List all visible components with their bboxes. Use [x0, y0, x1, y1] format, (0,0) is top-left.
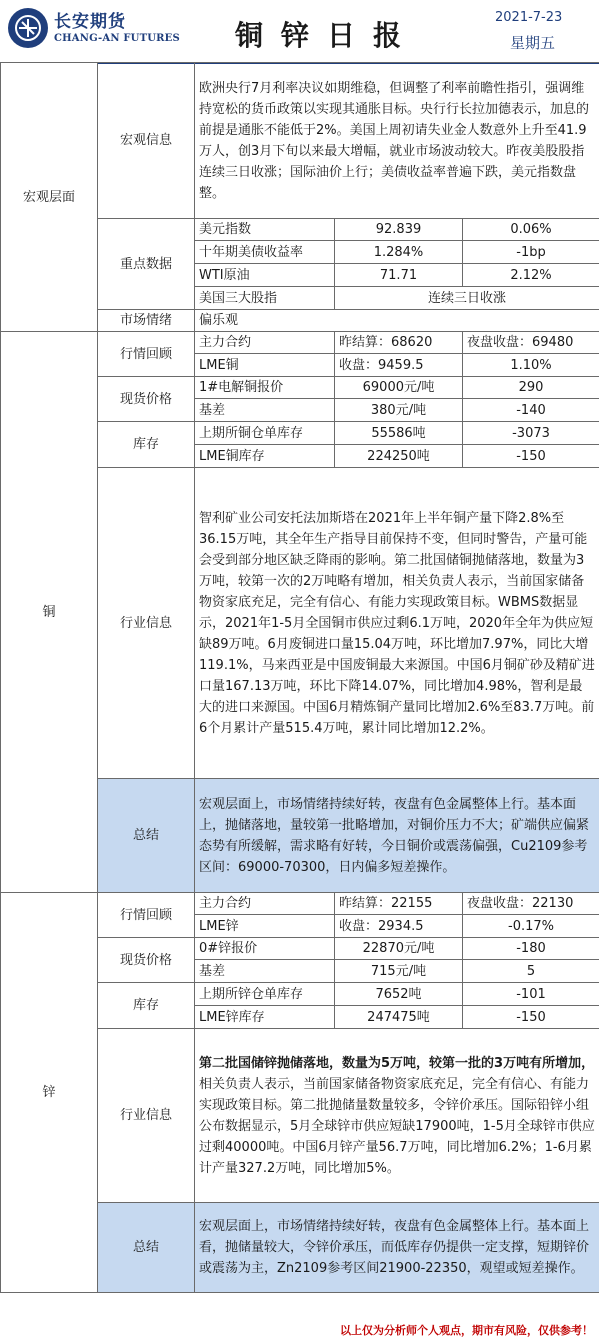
- copper-lme-name: LME铜: [195, 354, 335, 377]
- zinc-basis-change: 5: [463, 960, 599, 983]
- disclaimer-text: 以上仅为分析师个人观点，期市有风险，仅供参考！: [340, 1324, 593, 1337]
- zinc-lme-change: -0.17%: [463, 915, 599, 938]
- zinc-spot-change: -180: [463, 938, 599, 960]
- data-value-cell: 92.839: [335, 219, 463, 241]
- company-name-cn: 长安期货: [54, 12, 126, 32]
- zinc-industry-text: 相关负责人表示，当前国家储备物资家底充足，完全有信心、有能力实现政策目标。第二批抛储量数量较多，令锌价承压。国际铅锌小组公布数据显示，5月全球锌市供应短缺17900吨，1-5月全球锌市供应过剩40000吨。中国6月锌产量56.7万吨，同比增加6.2%；1-6月累计产量327.2万吨，同比增加5%。: [199, 1076, 595, 1176]
- zinc-summary-label: 总结: [98, 1203, 195, 1293]
- macro-info-text: 欧洲央行7月利率决议如期维稳，但调整了利率前瞻性指引，强调维持宽松的货币政策以实现其通胀目标。央行行长拉加德表示，加息的前提是通胀不能低于2%。美国上周初请失业金人数意外上升至41.9万人，创3月下旬以来最大增幅，就业市场波动较大。昨夜美股股指连续三日收涨；国际油价上行；美债收益率普遍下跌，美元指数盘整。: [195, 63, 599, 219]
- copper-lme-close: 收盘：9459.5: [335, 354, 463, 377]
- report-date: 2021-7-23: [495, 10, 563, 25]
- us-index-value: 连续三日收涨: [335, 287, 599, 310]
- copper-industry-text: 智利矿业公司安托法加斯塔在2021年上半年铜产量下降2.8%至36.15万吨，其全年生产指导目前保持不变，但同时警告，产量可能会受到部分地区缺乏降雨的影响。第二批国储铜抛储落地，数量为3万吨，较第一次的2万吨略有增加，相关负责人表示，当前国家储备物资家底充足，完全有信心、有能力实现政策目标。WBMS数据显示，2021年1-5月全国铜市供应过剩6.1万吨，2020年全年为供应短缺89万吨。6月废铜进口量15.04万吨，环比增加7.97%，同比大增119.1%，马来西亚是中国废铜最大来源国。中国6月铜矿砂及精矿进口量167.13万吨，环比下降14.07%，同比增加4.98%，智利是最大的进口来源国。中国6月精炼铜产量同比增加2.6%至83.7万吨。前6个月累计产量515.4万吨，累计同比增加12.2%。: [195, 468, 599, 779]
- report-table: [0, 62, 599, 1293]
- copper-main-contract: 主力合约: [195, 332, 335, 354]
- sentiment-label: 市场情绪: [98, 310, 195, 332]
- copper-inv2-change: -150: [463, 445, 599, 468]
- copper-inv-label: 库存: [98, 422, 195, 468]
- zinc-industry-bold: 第二批国储锌抛储落地，数量为5万吨，较第一批的3万吨有所增加，: [199, 1055, 595, 1071]
- zinc-inv1-change: -101: [463, 983, 599, 1006]
- zinc-spot-value: 22870元/吨: [335, 938, 463, 960]
- copper-main-night: 夜盘收盘：69480: [463, 332, 599, 354]
- zinc-lme-close: 收盘：2934.5: [335, 915, 463, 938]
- company-name-en: CHANG-AN FUTURES: [54, 33, 180, 44]
- data-value-cell: 1.284%: [335, 241, 463, 264]
- copper-summary-text: 宏观层面上，市场情绪持续好转，夜盘有色金属整体上行。基本面上，抛储落地，量较第一批略增加，对铜价压力不大；矿端供应偏紧态势有所缓解，需求略有好转，今日铜价或震荡偏强，Cu2109参考区间：69000-70300，日内偏多短差操作。: [195, 779, 599, 893]
- zinc-spot-label: 现货价格: [98, 938, 195, 983]
- copper-spot-label: 现货价格: [98, 377, 195, 422]
- data-name-cell: 十年期美债收益率: [195, 241, 335, 264]
- section-copper: 铜: [1, 332, 98, 893]
- table-row: [1, 63, 599, 219]
- zinc-inv2-value: 247475吨: [335, 1006, 463, 1029]
- zinc-summary-text: 宏观层面上，市场情绪持续好转，夜盘有色金属整体上行。基本面上看，抛储量较大，令锌价承压，而低库存仍提供一定支撑，短期锌价或震荡为主，Zn2109参考区间21900-22350，观望或短差操作。: [195, 1203, 599, 1293]
- company-logo-icon: [8, 8, 48, 48]
- section-macro: 宏观层面: [1, 63, 98, 332]
- disclaimer: [0, 1322, 599, 1338]
- copper-summary-label: 总结: [98, 779, 195, 893]
- table-row: [1, 893, 599, 915]
- zinc-main-night: 夜盘收盘：22130: [463, 893, 599, 915]
- data-change-cell: -1bp: [463, 241, 599, 264]
- data-name-cell: 美元指数: [195, 219, 335, 241]
- zinc-main-contract: 主力合约: [195, 893, 335, 915]
- data-change-cell: 0.06%: [463, 219, 599, 241]
- zinc-inv2-name: LME锌库存: [195, 1006, 335, 1029]
- copper-basis-name: 基差: [195, 399, 335, 422]
- copper-main-settle: 昨结算：68620: [335, 332, 463, 354]
- copper-inv1-change: -3073: [463, 422, 599, 445]
- zinc-market-label: 行情回顾: [98, 893, 195, 938]
- zinc-spot-name: 0#锌报价: [195, 938, 335, 960]
- zinc-main-settle: 昨结算：22155: [335, 893, 463, 915]
- zinc-inv2-change: -150: [463, 1006, 599, 1029]
- copper-industry-label: 行业信息: [98, 468, 195, 779]
- copper-inv2-value: 224250吨: [335, 445, 463, 468]
- copper-spot-change: 290: [463, 377, 599, 399]
- sentiment-value: 偏乐观: [195, 310, 599, 332]
- zinc-inv-label: 库存: [98, 983, 195, 1029]
- zinc-industry-cell: [195, 1029, 599, 1203]
- copper-inv1-value: 55586吨: [335, 422, 463, 445]
- copper-basis-change: -140: [463, 399, 599, 422]
- zinc-basis-name: 基差: [195, 960, 335, 983]
- data-change-cell: 2.12%: [463, 264, 599, 287]
- table-row: [1, 332, 599, 354]
- zinc-lme-name: LME锌: [195, 915, 335, 938]
- report-weekday: 星期五: [510, 34, 556, 52]
- copper-inv1-name: 上期所铜仓单库存: [195, 422, 335, 445]
- report-title: 铜锌日报: [235, 19, 420, 52]
- macro-info-label: 宏观信息: [98, 63, 195, 219]
- copper-inv2-name: LME铜库存: [195, 445, 335, 468]
- copper-lme-change: 1.10%: [463, 354, 599, 377]
- zinc-basis-value: 715元/吨: [335, 960, 463, 983]
- copper-spot-name: 1#电解铜报价: [195, 377, 335, 399]
- copper-market-label: 行情回顾: [98, 332, 195, 377]
- data-name-cell: WTI原油: [195, 264, 335, 287]
- zinc-inv1-name: 上期所锌仓单库存: [195, 983, 335, 1006]
- us-index-name: 美国三大股指: [195, 287, 335, 310]
- macro-data-label: 重点数据: [98, 219, 195, 310]
- data-value-cell: 71.71: [335, 264, 463, 287]
- copper-basis-value: 380元/吨: [335, 399, 463, 422]
- copper-spot-value: 69000元/吨: [335, 377, 463, 399]
- zinc-inv1-value: 7652吨: [335, 983, 463, 1006]
- report-header: [0, 0, 599, 64]
- section-zinc: 锌: [1, 893, 98, 1293]
- zinc-industry-label: 行业信息: [98, 1029, 195, 1203]
